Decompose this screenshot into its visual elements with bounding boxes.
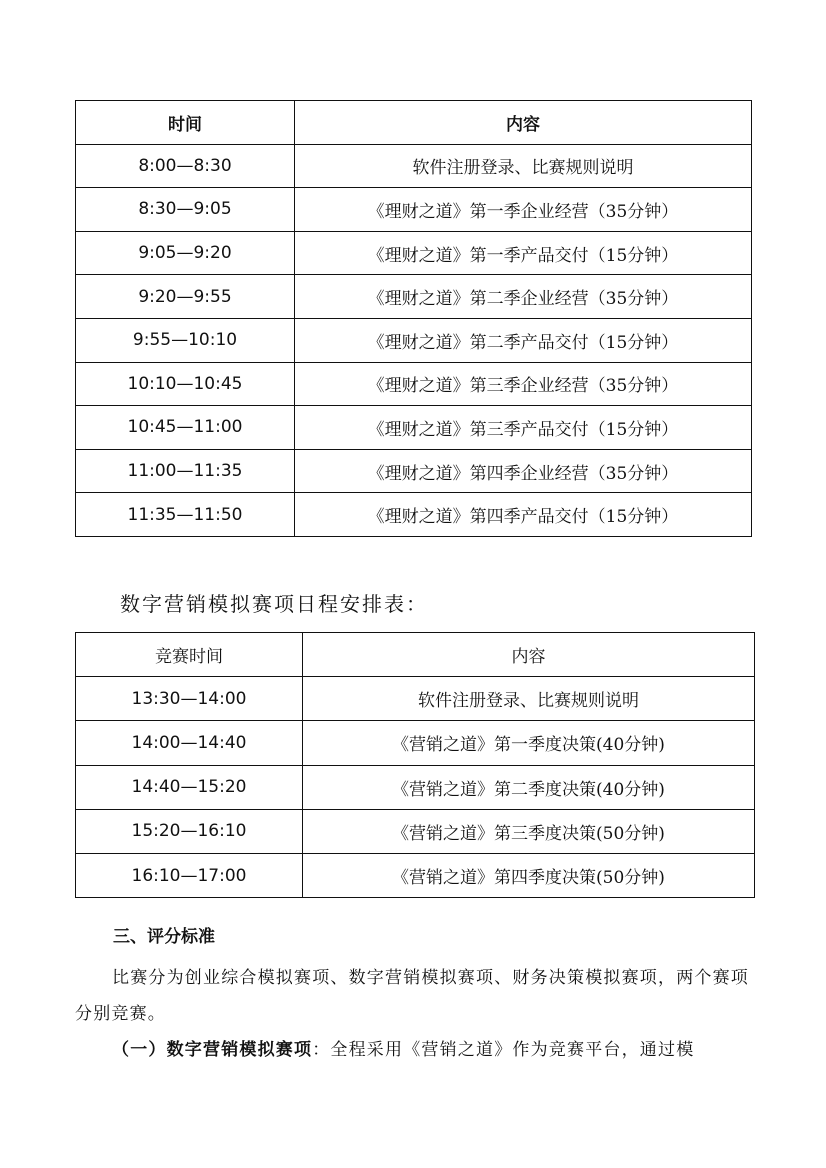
content-cell: 《理财之道》第一季企业经营（35分钟） — [295, 188, 752, 232]
content-cell: 《营销之道》第三季度决策(50分钟) — [303, 809, 755, 853]
table-caption: 数字营销模拟赛项日程安排表： — [120, 592, 428, 616]
content-cell: 《营销之道》第一季度决策(40分钟) — [303, 721, 755, 765]
table-row — [76, 449, 752, 493]
table-row — [76, 765, 755, 809]
content-cell: 《理财之道》第四季企业经营（35分钟） — [295, 449, 752, 493]
time-cell: 10:45—11:00 — [76, 406, 295, 450]
time-cell: 8:00—8:30 — [76, 144, 295, 188]
content-cell: 《理财之道》第一季产品交付（15分钟） — [295, 231, 752, 275]
time-cell: 13:30—14:00 — [76, 677, 303, 721]
table-row — [76, 493, 752, 537]
table-row — [76, 188, 752, 232]
content-cell: 软件注册登录、比赛规则说明 — [303, 677, 755, 721]
header-content: 内容 — [303, 633, 755, 677]
content-cell: 《营销之道》第二季度决策(40分钟) — [303, 765, 755, 809]
table-header-row — [76, 101, 752, 145]
section-heading: 三、评分标准 — [113, 927, 215, 947]
schedule-table-marketing — [75, 632, 755, 898]
table-row — [76, 721, 755, 765]
schedule-table-finance — [75, 100, 752, 537]
time-cell: 11:00—11:35 — [76, 449, 295, 493]
content-cell: 软件注册登录、比赛规则说明 — [295, 144, 752, 188]
time-cell: 11:35—11:50 — [76, 493, 295, 537]
table-row — [76, 318, 752, 362]
time-cell: 16:10—17:00 — [76, 853, 303, 897]
time-cell: 9:05—9:20 — [76, 231, 295, 275]
header-content: 内容 — [295, 101, 752, 145]
content-cell: 《理财之道》第三季产品交付（15分钟） — [295, 406, 752, 450]
table-row — [76, 144, 752, 188]
subsection-text: ：全程采用《营销之道》作为竞赛平台，通过模 — [312, 1040, 695, 1060]
content-cell: 《理财之道》第二季企业经营（35分钟） — [295, 275, 752, 319]
content-cell: 《理财之道》第三季企业经营（35分钟） — [295, 362, 752, 406]
header-time: 时间 — [76, 101, 295, 145]
time-cell: 14:00—14:40 — [76, 721, 303, 765]
table-row — [76, 853, 755, 897]
content-cell: 《营销之道》第四季度决策(50分钟) — [303, 853, 755, 897]
table-row — [76, 231, 752, 275]
content-cell: 《理财之道》第二季产品交付（15分钟） — [295, 318, 752, 362]
table-row — [76, 406, 752, 450]
body-paragraph: 比赛分为创业综合模拟赛项、数字营销模拟赛项、财务决策模拟赛项，两个赛项分别竞赛。 — [75, 968, 749, 1024]
time-cell: 15:20—16:10 — [76, 809, 303, 853]
content-cell: 《理财之道》第四季产品交付（15分钟） — [295, 493, 752, 537]
subsection-label: （一）数字营销模拟赛项 — [112, 1040, 313, 1060]
time-cell: 9:20—9:55 — [76, 275, 295, 319]
time-cell: 9:55—10:10 — [76, 318, 295, 362]
time-cell: 14:40—15:20 — [76, 765, 303, 809]
table-row — [76, 362, 752, 406]
table-row — [76, 275, 752, 319]
header-time: 竞赛时间 — [76, 633, 303, 677]
table-row — [76, 677, 755, 721]
table-row — [76, 809, 755, 853]
time-cell: 8:30—9:05 — [76, 188, 295, 232]
subsection-paragraph — [75, 1032, 755, 1068]
table-header-row — [76, 633, 755, 677]
time-cell: 10:10—10:45 — [76, 362, 295, 406]
